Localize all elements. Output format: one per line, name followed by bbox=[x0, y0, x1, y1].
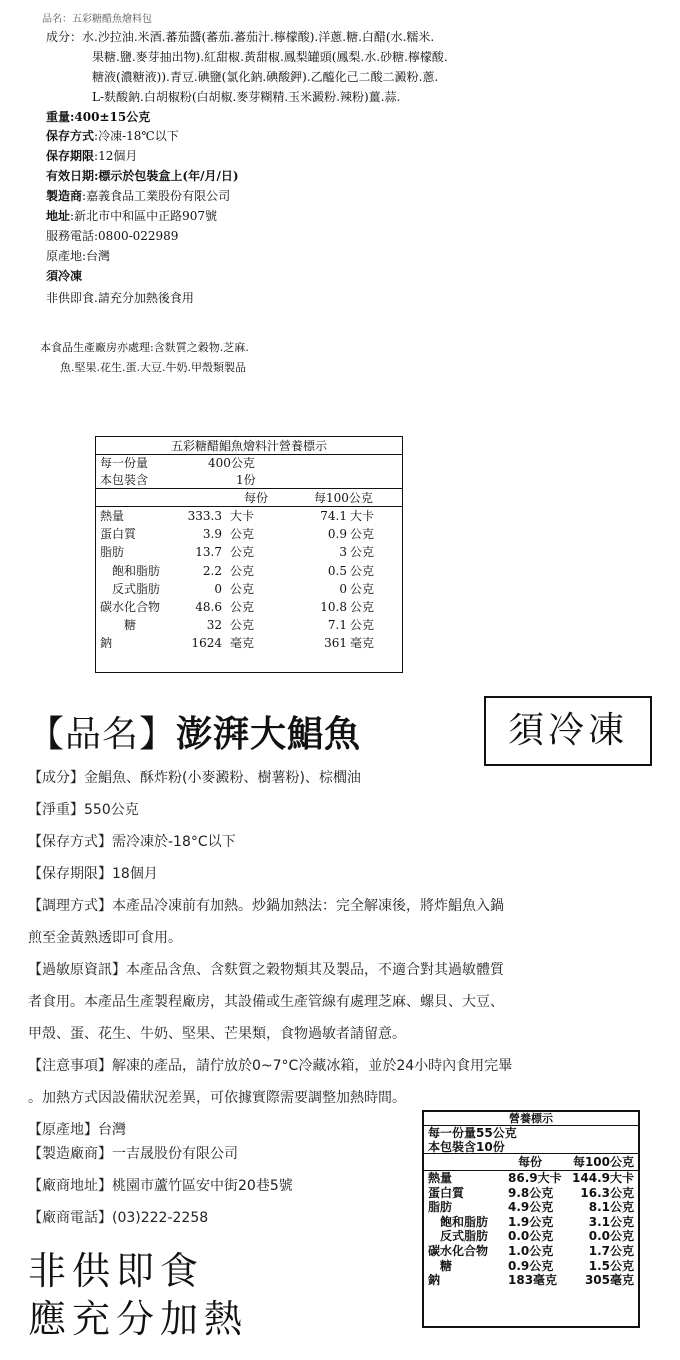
per-serving-value: 0.0公克 bbox=[508, 1229, 554, 1244]
per-serving-amount: 333.3 bbox=[187, 509, 222, 523]
fish-nutrition-header bbox=[424, 1154, 638, 1171]
fish-info-line: 【成分】金鯧魚、酥炸粉(小麥澱粉、樹薯粉)、棕櫚油 bbox=[28, 770, 361, 786]
nutrient-name: 糖 bbox=[428, 1258, 453, 1273]
per-100g-unit: 公克 bbox=[350, 545, 375, 560]
per-serving-amount: 2.2 bbox=[202, 563, 222, 578]
nutrition-row bbox=[424, 1171, 638, 1186]
fish-info-line: 甲殼、蛋、花生、牛奶、堅果、芒果類，食物過敏者請留意。 bbox=[28, 1026, 406, 1042]
per-100g-unit: 公克 bbox=[350, 581, 375, 596]
sauce-nutrition-title: 五彩糖醋鯧魚燴料汁營養標示 bbox=[96, 437, 402, 455]
fish-info-line: 【淨重】550公克 bbox=[28, 802, 139, 818]
per-100g-amount: 7.1 bbox=[327, 618, 347, 633]
sauce-frozen: 須冷凍 bbox=[46, 269, 83, 283]
nutrition-row bbox=[424, 1200, 638, 1215]
nutrient-name: 熱量 bbox=[100, 509, 125, 523]
per-100g-value: 1.7公克 bbox=[588, 1243, 634, 1258]
sauce-address-value: 新北市中和區中正路907號 bbox=[74, 209, 217, 223]
fish-info-line: 【注意事項】解凍的產品，請佇放於0~7°C冷藏冰箱，並於24小時內食用完畢 bbox=[28, 1058, 513, 1074]
nutrient-name: 飽和脂肪 bbox=[428, 1214, 489, 1229]
fish-title bbox=[28, 706, 361, 757]
nutrient-name: 飽和脂肪 bbox=[100, 563, 161, 578]
fish-info-line: 【保存期限】18個月 bbox=[28, 866, 158, 882]
per-100g-value: 144.9大卡 bbox=[572, 1171, 634, 1185]
sauce-servings-row bbox=[96, 472, 402, 489]
sauce-shelf: 保存期限:12個月 bbox=[46, 149, 138, 163]
fish-maker-line: 【廠商地址】桃園市蘆竹區安中街20巷5號 bbox=[28, 1178, 293, 1194]
per-100g-unit: 大卡 bbox=[350, 509, 375, 523]
nutrient-name: 反式脂肪 bbox=[428, 1229, 489, 1244]
per-100g-value: 1.5公克 bbox=[588, 1258, 634, 1273]
fish-nutrition-rows bbox=[424, 1171, 638, 1288]
nutrition-row bbox=[424, 1259, 638, 1274]
sauce-address: 地址:新北市中和區中正路907號 bbox=[46, 209, 217, 223]
fish-info-line: 者食用。本產品生產製程廠房，其設備或生產管線有處理芝麻、螺貝、大豆、 bbox=[28, 994, 504, 1010]
fish-info-line: 【原產地】台灣 bbox=[28, 1122, 126, 1138]
per-serving-value: 1.9公克 bbox=[508, 1214, 554, 1229]
fish-info-line: 【過敏原資訊】本產品含魚、含麩質之穀物類其及製品，不適合對其過敏體質 bbox=[28, 962, 504, 978]
per-100g-value: 8.1公克 bbox=[588, 1200, 634, 1215]
nutrition-row bbox=[96, 562, 402, 580]
per-serving-value: 86.9大卡 bbox=[508, 1171, 562, 1185]
per-100g-amount: 10.8 bbox=[320, 599, 347, 614]
frozen-badge: 須冷凍 bbox=[484, 696, 652, 766]
nutrition-row bbox=[424, 1186, 638, 1201]
nutrition-row bbox=[96, 616, 402, 634]
per-serving-amount: 13.7 bbox=[195, 545, 222, 560]
per-serving-unit: 公克 bbox=[230, 599, 255, 614]
sauce-nutrition-header bbox=[96, 489, 402, 507]
nutrition-row bbox=[96, 543, 402, 561]
per-100g-unit: 公克 bbox=[350, 527, 375, 542]
per-100g-unit: 毫克 bbox=[350, 636, 375, 651]
fish-maker-line: 【製造廠商】一吉晟股份有限公司 bbox=[28, 1146, 238, 1162]
col-per-serving: 每份 bbox=[244, 491, 269, 505]
per-100g-unit: 公克 bbox=[350, 618, 375, 633]
nutrition-row bbox=[96, 634, 402, 652]
sauce-maker-label: 製造商 bbox=[46, 189, 83, 203]
per-serving-unit: 公克 bbox=[230, 581, 255, 596]
sauce-ingredients-line: 果糖.鹽.麥芽抽出物).紅甜椒.黃甜椒.鳳梨罐頭(鳳梨.水.砂糖.檸檬酸. bbox=[92, 50, 448, 64]
fish-info-line: 【調理方式】本產品冷凍前有加熱。炒鍋加熱法：完全解凍後，將炸鯧魚入鍋 bbox=[28, 898, 504, 914]
nutrient-name: 碳水化合物 bbox=[100, 599, 161, 614]
sauce-maker: 製造商:嘉義食品工業股份有限公司 bbox=[46, 189, 231, 203]
per-serving-value: 1.0公克 bbox=[508, 1243, 554, 1258]
not-ready-text: 非供即食 bbox=[28, 1249, 205, 1293]
per-100g-amount: 0 bbox=[339, 581, 347, 596]
per-100g-value: 3.1公克 bbox=[588, 1214, 634, 1229]
sauce-maker-value: 嘉義食品工業股份有限公司 bbox=[86, 189, 231, 203]
fish-title-name: 澎湃大鯧魚 bbox=[176, 714, 362, 755]
nutrient-name: 脂肪 bbox=[428, 1200, 453, 1215]
per-100g-unit: 公克 bbox=[350, 599, 375, 614]
nutrition-row bbox=[424, 1215, 638, 1230]
nutrient-name: 熱量 bbox=[428, 1171, 453, 1185]
nutrient-name: 反式脂肪 bbox=[100, 581, 161, 596]
nutrient-name: 糖 bbox=[100, 618, 137, 633]
sauce-allergen-line: 本食品生產廠房亦處理:含麩質之穀物.芝麻. bbox=[40, 341, 249, 354]
nutrient-name: 脂肪 bbox=[100, 545, 125, 560]
fish-per-serving: 每一份量55公克 bbox=[428, 1126, 517, 1140]
per-serving-amount: 3.9 bbox=[202, 527, 222, 542]
fish-title-tag: 【品名】 bbox=[28, 714, 177, 755]
per-100g-unit: 公克 bbox=[350, 563, 375, 578]
per-serving-unit: 公克 bbox=[230, 618, 255, 633]
per-serving-value: 400公克 bbox=[208, 456, 255, 470]
fish-info-line: 煎至金黃熟透即可食用。 bbox=[28, 930, 182, 946]
sauce-not-ready: 非供即食.請充分加熱後食用 bbox=[46, 291, 194, 305]
per-serving-value: 4.9公克 bbox=[508, 1200, 554, 1215]
per-100g-amount: 0.5 bbox=[327, 563, 347, 578]
fish-col-per-100g: 每100公克 bbox=[572, 1155, 634, 1169]
nutrient-name: 碳水化合物 bbox=[428, 1243, 489, 1258]
sauce-product-name: 品名：五彩糖醋魚燴料包 bbox=[42, 14, 152, 25]
sauce-expiry: 有效日期:標示於包裝盒上(年/月/日) bbox=[46, 169, 239, 183]
per-serving-unit: 毫克 bbox=[230, 636, 255, 651]
per-serving-amount: 0 bbox=[214, 581, 222, 596]
per-serving-value: 0.9公克 bbox=[508, 1258, 554, 1273]
per-serving-amount: 48.6 bbox=[195, 599, 222, 614]
nutrient-name: 鈉 bbox=[428, 1273, 441, 1288]
per-serving-unit: 公克 bbox=[230, 545, 255, 560]
nutrient-name: 蛋白質 bbox=[428, 1185, 465, 1200]
col-per-100g: 每100公克 bbox=[314, 491, 373, 505]
fish-maker-line: 【廠商電話】(03)222-2258 bbox=[28, 1210, 209, 1226]
per-serving-amount: 32 bbox=[206, 618, 222, 633]
nutrition-row bbox=[424, 1273, 638, 1288]
sauce-storage-value: 冷凍-18℃以下 bbox=[98, 129, 179, 143]
servings-label: 本包裝含 bbox=[100, 473, 149, 487]
nutrition-row bbox=[424, 1244, 638, 1259]
per-serving-label: 每一份量 bbox=[100, 456, 149, 470]
sauce-ingredients-line: 糖液(濃糖液)).青豆.碘鹽(氯化鈉.碘酸鉀).乙醯化己二酸二澱粉.蔥. bbox=[92, 70, 439, 84]
fish-info-line: 【保存方式】需冷凍於-18°C以下 bbox=[28, 834, 236, 850]
sauce-storage-label: 保存方式 bbox=[46, 129, 95, 143]
nutrition-row bbox=[424, 1229, 638, 1244]
sauce-nutrition-rows bbox=[96, 507, 402, 653]
per-100g-amount: 361 bbox=[324, 636, 347, 651]
per-100g-amount: 3 bbox=[339, 545, 347, 560]
per-100g-value: 0.0公克 bbox=[588, 1229, 634, 1244]
sauce-weight: 重量:400±15公克 bbox=[46, 110, 151, 124]
sauce-phone: 服務電話:0800-022989 bbox=[46, 229, 179, 243]
nutrition-row bbox=[96, 580, 402, 598]
fish-col-per-serving: 每份 bbox=[518, 1155, 543, 1169]
per-serving-value: 183毫克 bbox=[508, 1273, 558, 1288]
nutrition-row bbox=[96, 507, 402, 525]
per-100g-amount: 0.9 bbox=[327, 527, 347, 542]
nutrient-name: 鈉 bbox=[100, 636, 113, 651]
sauce-ingredients-line: 成分：水.沙拉油.米酒.蕃茄醬(蕃茄.蕃茄汁.檸檬酸).洋蔥.糖.白醋(水.糯米. bbox=[46, 30, 435, 44]
per-serving-amount: 1624 bbox=[191, 636, 222, 651]
sauce-nutrition-table bbox=[95, 436, 403, 673]
sauce-allergen-line: 魚.堅果.花生.蛋.大豆.牛奶.甲殼類製品 bbox=[60, 361, 246, 374]
sauce-ingredients-line: L-麩酸鈉.白胡椒粉(白胡椒.麥芽糊精.玉米澱粉.辣粉)薑.蒜. bbox=[92, 90, 401, 104]
per-serving-value: 9.8公克 bbox=[508, 1185, 554, 1200]
nutrition-row bbox=[96, 525, 402, 543]
fish-nutrition-table bbox=[422, 1110, 640, 1328]
per-100g-amount: 74.1 bbox=[320, 509, 347, 523]
sauce-shelf-label: 保存期限 bbox=[46, 149, 95, 163]
sauce-address-label: 地址 bbox=[46, 209, 71, 223]
sauce-serving-row bbox=[96, 455, 402, 472]
per-serving-unit: 公克 bbox=[230, 527, 255, 542]
fish-nutrition-title: 營養標示 bbox=[424, 1112, 638, 1126]
heat-fully-text: 應充分加熱 bbox=[28, 1297, 249, 1341]
per-100g-value: 16.3公克 bbox=[580, 1185, 634, 1200]
nutrient-name: 蛋白質 bbox=[100, 527, 137, 542]
nutrition-row bbox=[96, 598, 402, 616]
sauce-origin: 原產地:台灣 bbox=[46, 249, 111, 263]
sauce-storage: 保存方式:冷凍-18℃以下 bbox=[46, 129, 179, 143]
per-100g-value: 305毫克 bbox=[584, 1273, 634, 1288]
fish-info-line: 。加熱方式因設備狀況差異，可依據實際需要調整加熱時間。 bbox=[28, 1090, 406, 1106]
sauce-shelf-value: 12個月 bbox=[98, 149, 138, 163]
per-serving-unit: 公克 bbox=[230, 563, 255, 578]
fish-servings: 本包裝含10份 bbox=[424, 1140, 638, 1154]
servings-value: 1份 bbox=[236, 473, 256, 487]
per-serving-unit: 大卡 bbox=[230, 509, 255, 523]
